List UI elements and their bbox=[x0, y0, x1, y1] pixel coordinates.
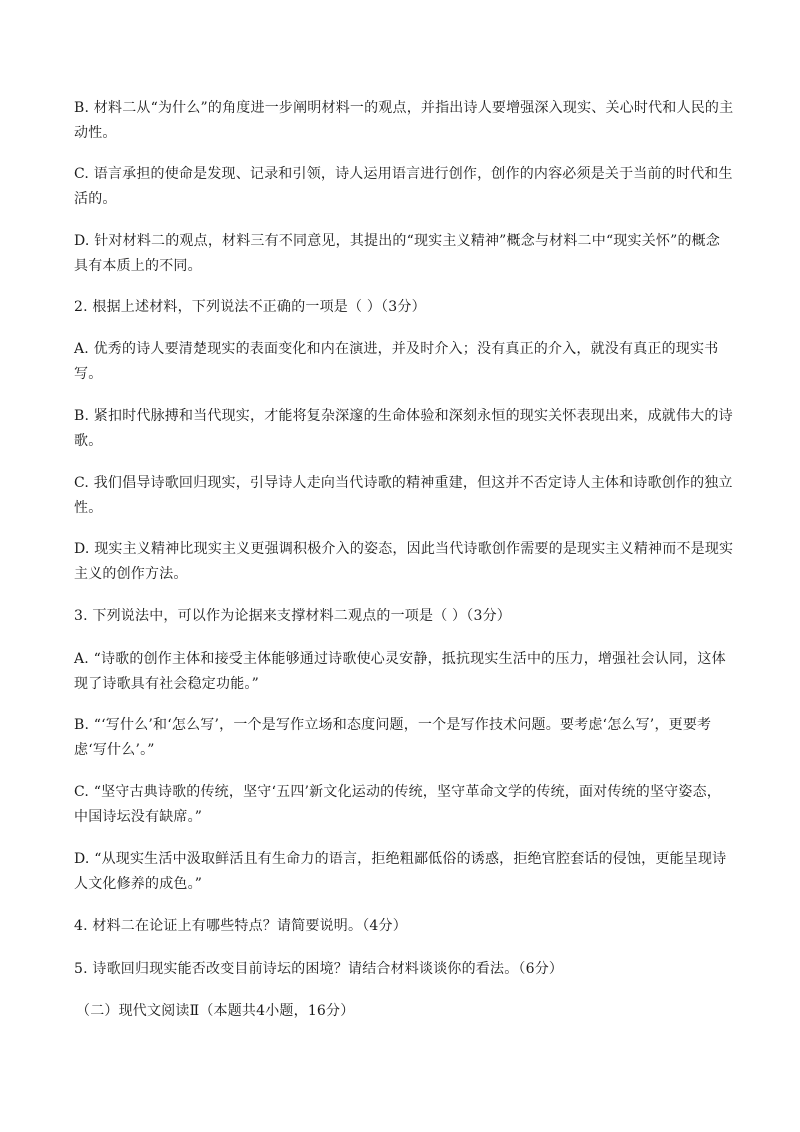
question-2-stem: 2. 根据上述材料，下列说法不正确的一项是（ ）（3分） bbox=[74, 299, 426, 315]
option-b-paragraph: B. 材料二从“为什么”的角度进一步阐明材料一的观点，并指出诗人要增强深入现实、关心时代和人民的主动性。 bbox=[74, 100, 734, 141]
question-3-stem: 3. 下列说法中，可以作为论据来支撑材料二观点的一项是（ ）（3分） bbox=[74, 608, 511, 624]
question-2-option-d: D. 现实主义精神比现实主义更强调积极介入的姿态，因此当代诗歌创作需要的是现实主义精神而不是现实主义的创作方法。 bbox=[74, 541, 734, 582]
question-4: 4. 材料二在论证上有哪些特点？请简要说明。（4分） bbox=[74, 918, 407, 934]
section-heading: （二）现代文阅读Ⅱ（本题共4小题，16分） bbox=[76, 1003, 355, 1019]
question-3-option-d: D. “从现实生活中汲取鲜活且有生命力的语言，拒绝粗鄙低俗的诱惑，拒绝官腔套话的侵蚀，更能呈现诗人文化修养的成色。” bbox=[74, 851, 727, 892]
option-d-paragraph: D. 针对材料二的观点，材料三有不同意见，其提出的“现实主义精神”概念与材料二中“现实关怀”的概念具有本质上的不同。 bbox=[74, 233, 721, 274]
question-3-option-a: A. “诗歌的创作主体和接受主体能够通过诗歌使心灵安静，抵抗现实生活中的压力，增强社会认同，这体现了诗歌具有社会稳定功能。” bbox=[74, 651, 726, 692]
question-3-option-b: B. “‘写什么’和‘怎么写’，一个是写作立场和态度问题，一个是写作技术问题。要考虑‘怎么写’，更要考虑‘写什么’。” bbox=[74, 717, 712, 758]
question-3-option-c: C. “坚守古典诗歌的传统，坚守‘五四’新文化运动的传统，坚守革命文学的传统，面对传统的坚守姿态，中国诗坛没有缺席。” bbox=[74, 784, 721, 825]
question-2-option-c: C. 我们倡导诗歌回归现实，引导诗人走向当代诗歌的精神重建，但这并不否定诗人主体和诗歌创作的独立性。 bbox=[74, 475, 733, 516]
option-c-paragraph: C. 语言承担的使命是发现、记录和引领，诗人运用语言进行创作，创作的内容必须是关于当前的时代和生活的。 bbox=[74, 166, 733, 207]
question-2-option-a: A. 优秀的诗人要清楚现实的表面变化和内在演进，并及时介入；没有真正的介入，就没有真正的现实书写。 bbox=[74, 341, 719, 382]
question-2-option-b: B. 紧扣时代脉搏和当代现实，才能将复杂深邃的生命体验和深刻永恒的现实关怀表现出来，成就伟大的诗歌。 bbox=[74, 408, 733, 449]
question-5: 5. 诗歌回归现实能否改变目前诗坛的困境？请结合材料谈谈你的看法。（6分） bbox=[74, 961, 564, 977]
